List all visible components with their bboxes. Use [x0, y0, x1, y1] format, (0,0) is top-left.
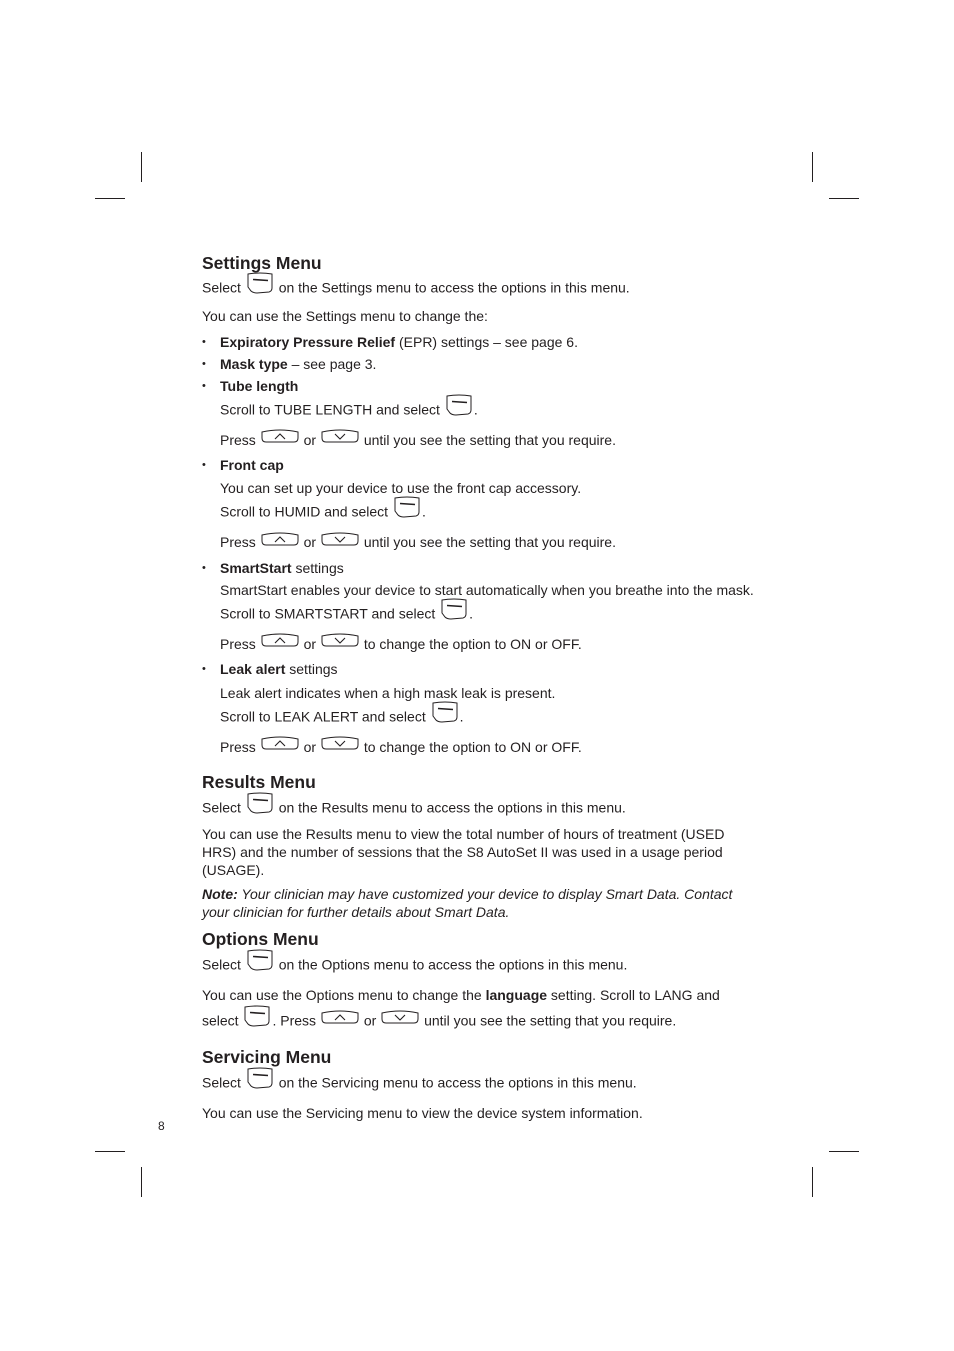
- settings-intro: Select on the Settings menu to access the options in this menu.: [202, 273, 754, 305]
- list-item: • Tube length: [202, 377, 754, 395]
- down-arrow-button-icon: [320, 630, 360, 656]
- down-arrow-button-icon: [380, 1007, 420, 1033]
- servicing-intro: Select on the Servicing menu to access the options in this menu.: [202, 1068, 754, 1100]
- leak-press-instruction: Press or to change the option to ON or OFF.: [202, 734, 754, 761]
- front-scroll-instruction: Scroll to HUMID and select .: [202, 497, 754, 529]
- crop-mark: [829, 198, 859, 199]
- leak-scroll-instruction: Scroll to LEAK ALERT and select .: [202, 702, 754, 734]
- results-body: You can use the Results menu to view the total number of hours of treatment (USED HRS) and the number of sessions that the S8 AutoSet II was used in a usage period (USAGE).: [202, 826, 725, 879]
- crop-mark: [95, 198, 125, 199]
- front-press-instruction: Press or until you see the setting that you require.: [202, 529, 754, 556]
- select-button-icon: [245, 791, 275, 823]
- smart-press-instruction: Press or to change the option to ON or OFF.: [202, 631, 754, 658]
- up-arrow-button-icon: [260, 529, 300, 555]
- up-arrow-button-icon: [260, 630, 300, 656]
- down-arrow-button-icon: [320, 426, 360, 452]
- up-arrow-button-icon: [320, 1007, 360, 1033]
- select-button-icon: [439, 597, 469, 629]
- settings-menu-section: [202, 252, 754, 761]
- crop-mark: [95, 1151, 125, 1152]
- options-intro: Select on the Options menu to access the options in this menu.: [202, 950, 754, 982]
- up-arrow-button-icon: [260, 426, 300, 452]
- tube-scroll-instruction: Scroll to TUBE LENGTH and select .: [202, 395, 754, 427]
- servicing-body: You can use the Servicing menu to view the device system information.: [202, 1105, 643, 1122]
- results-menu-section: [202, 771, 754, 921]
- options-body: You can use the Options menu to change the language setting. Scroll to LANG and: [202, 987, 720, 1004]
- crop-mark: [812, 1167, 813, 1197]
- servicing-menu-section: [202, 1046, 754, 1122]
- select-button-icon: [444, 393, 474, 425]
- crop-mark: [141, 1167, 142, 1197]
- tube-press-instruction: Press or until you see the setting that you require.: [202, 427, 754, 454]
- settings-menu-heading: Settings Menu: [202, 253, 322, 273]
- select-button-icon: [245, 1066, 275, 1098]
- results-note: Note: Your clinician may have customized your device to display Smart Data. Contact your clinician for further details about Smart Data.: [202, 886, 733, 921]
- down-arrow-button-icon: [320, 529, 360, 555]
- crop-mark: [141, 152, 142, 182]
- page-number: 8: [158, 1119, 165, 1133]
- page-content: [202, 252, 754, 1122]
- select-button-icon: [392, 495, 422, 527]
- options-menu-heading: Options Menu: [202, 929, 319, 950]
- up-arrow-button-icon: [260, 733, 300, 759]
- results-intro: Select on the Results menu to access the options in this menu.: [202, 793, 754, 825]
- select-button-icon: [245, 948, 275, 980]
- results-menu-heading: Results Menu: [202, 772, 316, 793]
- list-item: • Expiratory Pressure Relief (EPR) settings – see page 6.: [202, 333, 754, 351]
- select-button-icon: [245, 271, 275, 303]
- select-button-icon: [242, 1004, 272, 1036]
- options-menu-section: [202, 928, 754, 1038]
- leak-alert-desc: Leak alert indicates when a high mask leak is present.: [220, 684, 556, 701]
- smartstart-desc: SmartStart enables your device to start automatically when you breathe into the mask.: [220, 581, 754, 598]
- list-item: • Front cap: [202, 456, 754, 474]
- options-body-line2: select . Press or until you see the setting that you require.: [202, 1006, 754, 1038]
- down-arrow-button-icon: [320, 733, 360, 759]
- list-item: • SmartStart settings: [202, 559, 754, 577]
- smart-scroll-instruction: Scroll to SMARTSTART and select .: [202, 599, 754, 631]
- front-cap-desc: You can set up your device to use the front cap accessory.: [220, 480, 582, 497]
- crop-mark: [812, 152, 813, 182]
- settings-use-text: You can use the Settings menu to change the:: [202, 308, 488, 324]
- select-button-icon: [430, 700, 460, 732]
- servicing-menu-heading: Servicing Menu: [202, 1047, 332, 1068]
- list-item: • Mask type – see page 3.: [202, 355, 754, 373]
- crop-mark: [829, 1151, 859, 1152]
- list-item: • Leak alert settings: [202, 660, 754, 678]
